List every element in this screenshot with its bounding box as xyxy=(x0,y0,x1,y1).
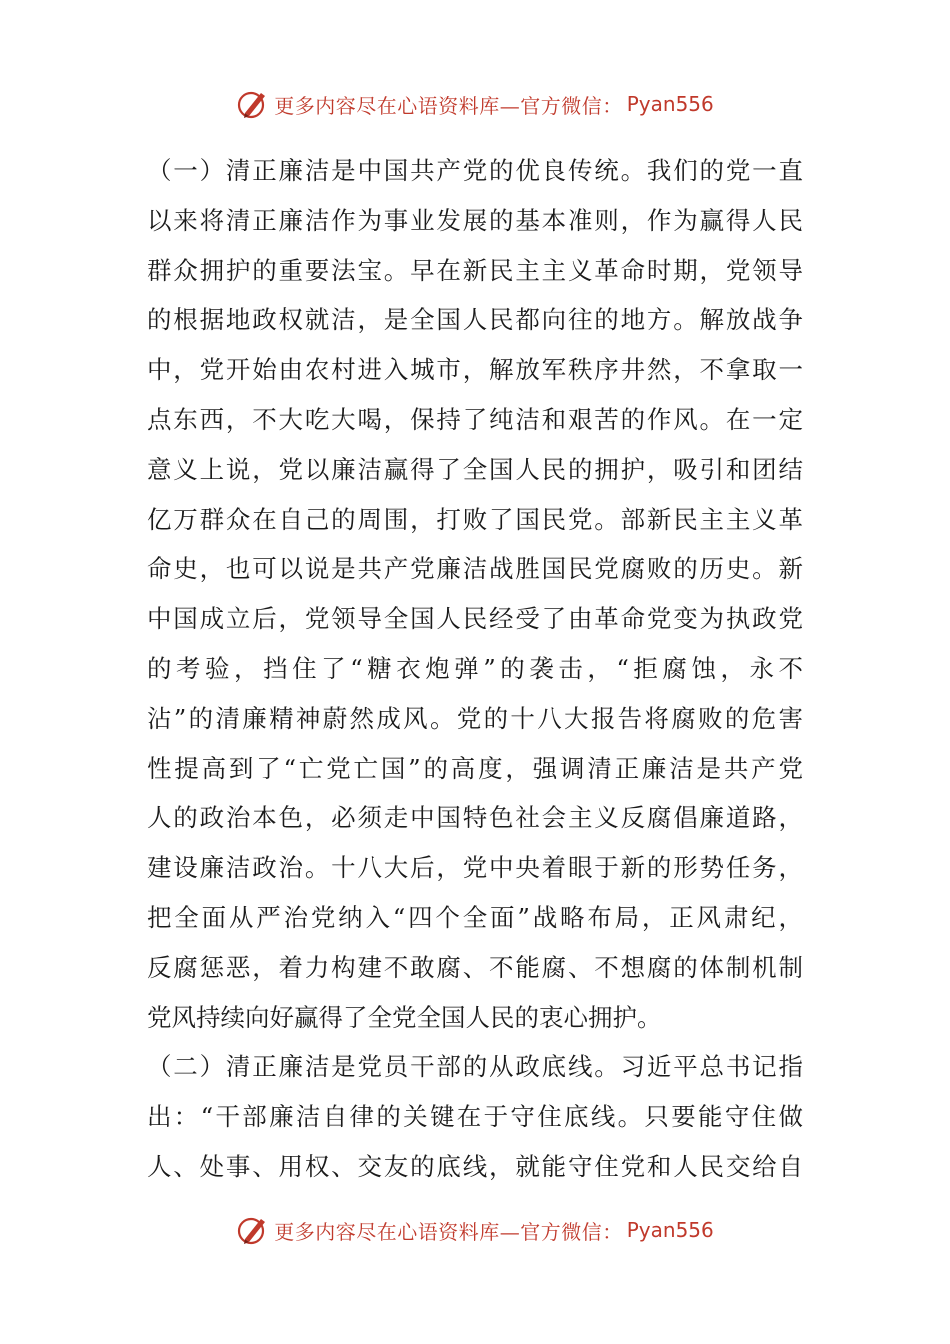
text-line: 的考验，挡住了“糖衣炮弹”的袭击，“拒腐蚀，永不 xyxy=(147,653,803,683)
text-line: 党风持续向好赢得了全党全国人民的衷心拥护。 xyxy=(147,1002,662,1032)
text-line: 出：“干部廉洁自律的关键在于守住底线。只要能守住做 xyxy=(147,1102,803,1132)
footer-account: Pyan556 xyxy=(626,1218,714,1242)
text-line: （二）清正廉洁是党员干部的从政底线。习近平总书记指 xyxy=(147,1052,803,1082)
header-account: Pyan556 xyxy=(626,92,714,116)
text-line: 中，党开始由农村进入城市，解放军秩序井然，不拿取一 xyxy=(147,355,803,385)
text-line: 群众拥护的重要法宝。早在新民主主义革命时期，党领导 xyxy=(147,255,803,285)
text-line: 点东西，不大吃大喝，保持了纯洁和艰苦的作风。在一定 xyxy=(147,404,803,434)
text-line: 以来将清正廉洁作为事业发展的基本准则，作为赢得人民 xyxy=(147,205,803,235)
header-slogan: 更多内容尽在心语资料库—官方微信： xyxy=(274,93,623,118)
text-line: 把全面从严治党纳入“四个全面”战略布局，正风肃纪， xyxy=(147,902,803,932)
pen-circle-logo-icon xyxy=(236,87,270,121)
text-line: 意义上说，党以廉洁赢得了全国人民的拥护，吸引和团结 xyxy=(147,454,803,484)
text-line: 沾”的清廉精神蔚然成风。党的十八大报告将腐败的危害 xyxy=(147,703,803,733)
text-line: （一）清正廉洁是中国共产党的优良传统。我们的党一直 xyxy=(147,156,803,185)
text-line: 人、处事、用权、交友的底线，就能守住党和人民交给自 xyxy=(147,1151,803,1181)
text-line: 的根据地政权就洁，是全国人民都向往的地方。解放战争 xyxy=(147,305,803,335)
text-line: 人的政治本色，必须走中国特色社会主义反腐倡廉道路， xyxy=(147,803,803,833)
text-line: 反腐惩恶，着力构建不敢腐、不能腐、不想腐的体制机制 xyxy=(147,952,803,982)
footer-banner xyxy=(0,1210,950,1250)
text-line: 建设廉洁政治。十八大后，党中央着眼于新的形势任务， xyxy=(147,853,803,883)
document-body xyxy=(147,146,803,1192)
text-line: 性提高到了“亡党亡国”的高度，强调清正廉洁是共产党 xyxy=(147,753,803,783)
text-line: 中国成立后，党领导全国人民经受了由革命党变为执政党 xyxy=(147,604,803,634)
footer-slogan: 更多内容尽在心语资料库—官方微信： xyxy=(274,1219,623,1244)
text-line: 亿万群众在自己的周围，打败了国民党。部新民主主义革 xyxy=(147,504,803,534)
text-line: 命史，也可以说是共产党廉洁战胜国民党腐败的历史。新 xyxy=(147,554,803,584)
header-banner xyxy=(0,84,950,124)
pen-circle-logo-icon xyxy=(236,1213,270,1247)
